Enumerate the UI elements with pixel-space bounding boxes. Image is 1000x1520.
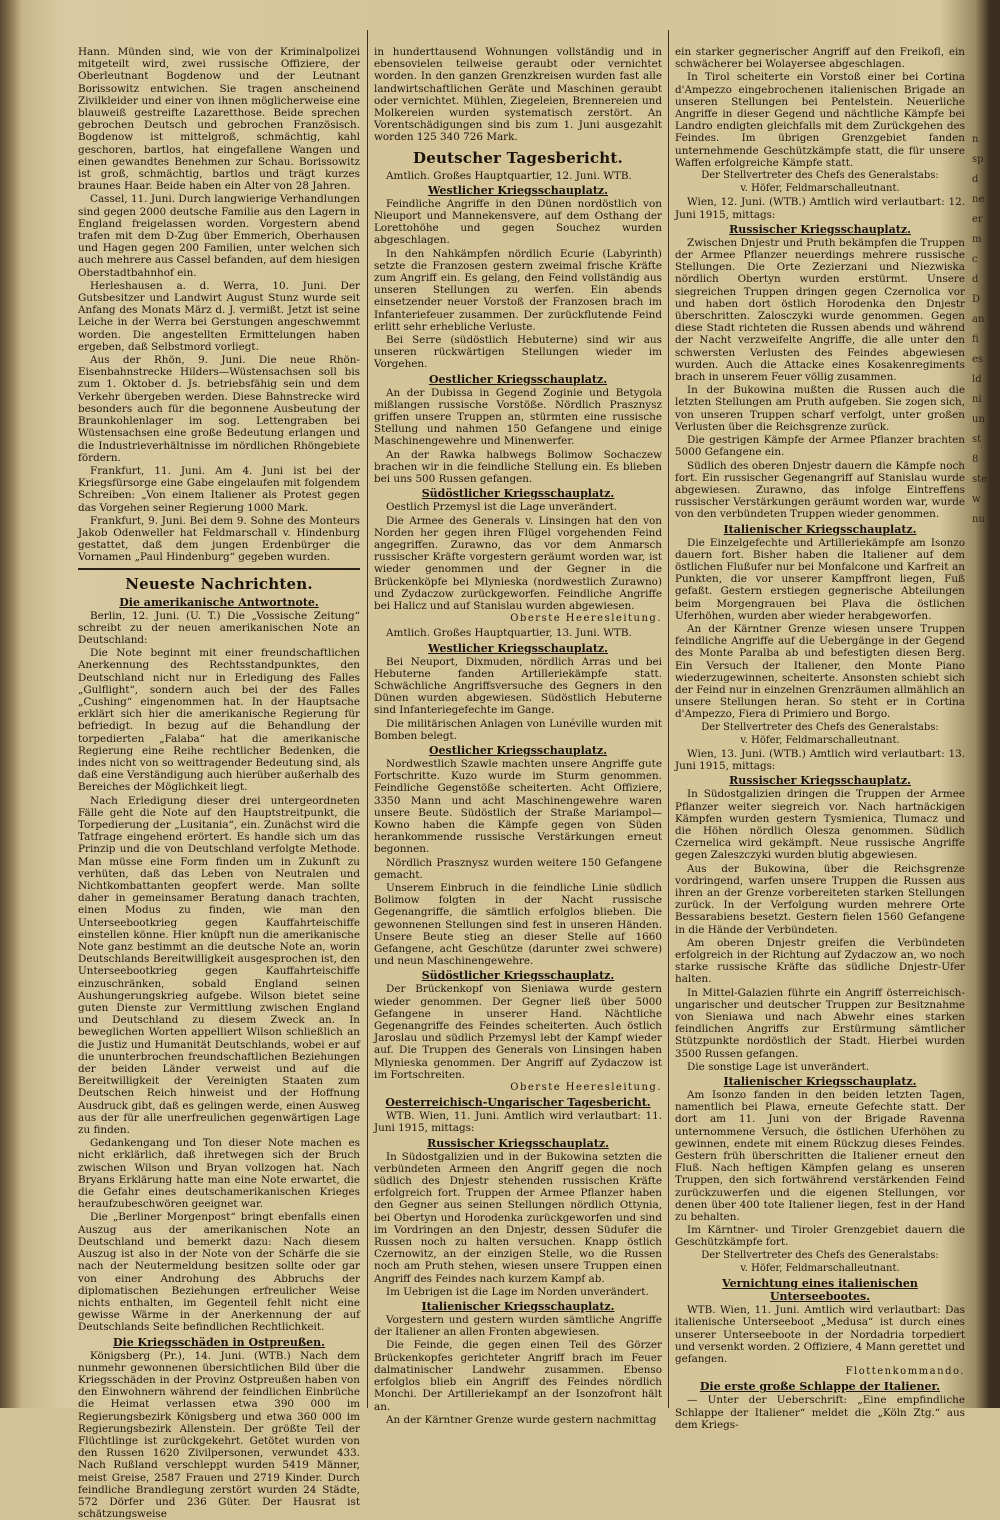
- signature: v. Höfer, Feldmarschalleutnant.: [740, 183, 900, 195]
- edge-fragment: c: [972, 254, 978, 265]
- dateline: Amtlich. Großes Hauptquartier, 13. Juni. WTB.: [386, 627, 632, 640]
- dateline: WTB. Wien, 11. Juni. Amtlich wird verlautbart: 11. Juni 1915, mittags:: [374, 1110, 662, 1135]
- signature: Oberste Heeresleitung.: [510, 1082, 662, 1094]
- section-heading: Oesterreichisch-Ungarischer Tagesbericht.: [385, 1096, 651, 1110]
- article-paragraph: An der Dubissa in Gegend Zoginie und Betygola mißlangen russische Vorstöße. Nördlich Prasznysz griffen unsere Truppen an, stürmten eine russische Stellung und nahmen 150 Gefangene und einige Maschinengewehre und Minenwerfer.: [374, 386, 662, 448]
- article-paragraph: Die gestrigen Kämpfe der Armee Pflanzer brachten 5000 Gefangene ein.: [675, 434, 965, 459]
- article-paragraph: Die Feinde, die gegen einen Teil des Görzer Brückenkopfes gerichteter Angriff brach im Feuer dalmatinischer Landwehr zusammen. Ebenso erfolglos blieb ein Angriff des Feindes nördlich Monchi. Der Artilleriekampf an der Isonzofront hält an.: [374, 1339, 662, 1413]
- article-paragraph: In Südostgalizien dringen die Truppen der Armee Pflanzer weiter siegreich vor. Nach hartnäckigen Kämpfen wurden gestern Tysmienica, Tlumacz und die Höhen nördlich Olesza genommen. Südlich Czernelica wird gekämpft. Neue russische Angriffe gegen Zaleszczyki wurden blutig abgewiesen.: [675, 788, 965, 862]
- column-rule: [668, 30, 669, 1408]
- edge-fragment: ne: [972, 194, 985, 205]
- section-heading: Neueste Nachrichten.: [125, 574, 313, 593]
- article-paragraph: Bei Serre (südöstlich Hebuterne) sind wir aus unseren rückwärtigen Stellungen wieder im Vorgehen.: [374, 334, 662, 371]
- column-right: [675, 46, 965, 1431]
- edge-fragment: nu: [972, 514, 985, 525]
- theater-heading: Westlicher Kriegsschauplatz.: [428, 183, 608, 197]
- article-heading: Die amerikanische Antwortnote.: [119, 595, 319, 609]
- dateline: Wien, 13. Juni. (WTB.) Amtlich wird verlautbart: 13. Juni 1915, mittags:: [675, 747, 965, 773]
- article-paragraph: In der Bukowina mußten die Russen auch die letzten Stellungen am Pruth aufgeben. Sie zogen sich, von unseren Truppen scharf verfolgt, unter großen Verlusten über die Reichsgrenze zurück.: [675, 384, 965, 433]
- theater-heading: Oestlicher Kriegsschauplatz.: [428, 743, 608, 757]
- article-paragraph: Die sonstige Lage ist unverändert.: [687, 1060, 870, 1073]
- article-paragraph: WTB. Wien, 11. Juni. Amtlich wird verlautbart: Das italienische Unterseeboot „Medusa“ ist durch eines unserer Unterseeboote in der Nordadria torpediert und versenkt worden. 2 Offiziere, 4 Mann gerettet und gefangen.: [675, 1304, 965, 1365]
- signature: Oberste Heeresleitung.: [510, 613, 662, 625]
- article-paragraph: Der Brückenkopf von Sieniawa wurde gestern wieder genommen. Der Gegner ließ über 5000 Gefangene in unserer Hand. Nächtliche Gegenangriffe des Feindes scheiterten. Auch östlich Jaroslau und südlich Przemysl lebt der Kampf wieder auf. Die Truppen des Generals von Linsingen haben Mlynieska genommen. Der Angriff auf Zydaczow ist im Fortschreiten.: [374, 983, 662, 1081]
- article-paragraph: Die militärischen Anlagen von Lunéville wurden mit Bomben belegt.: [374, 717, 662, 742]
- article-paragraph: Nach Erledigung dieser drei untergeordneten Fälle geht die Note auf den Hauptstreitpunkt, die Torpedierung der „Lusitania“, ein. Zunächst wird die Tatfrage eingehend erörtert. Es handle sich um das Prinzip und die von Deutschland verfolgte Methode. Man müsse eine Form finden um in Zukunft zu verhüten, daß das Leben von Neutralen und Nichtkombattanten geopfert werde. Man sollte daher in gemeinsamer Beratung danach trachten, einen Modus zu finden, wie man den Unterseebootkrieg gegen Kauffahrteischiffe einstellen könne. Hier knüpft nun die amerikanische Note ganz bestimmt an die deutsche Note an, worin Deutschlands Bereitwilligkeit ausgesprochen ist, den Unterseebootkrieg gegen Kauffahrteischiffe einzuschränken, sobald England seinen Aushungerungskrieg aufgebe. Wilson bietet seine guten Dienste zur Vermittlung zwischen England und Deutschland zu diesem Zweck an. In beweglichen Worten appelliert Wilson schließlich an die Justiz und Humanität Deutschlands, wobei er auf die ununterbrochen freundschaftlichen Beziehungen der beiden Länder verweist und auf die Bereitwilligkeit der Vereinigten Staaten zum Deutschen Reich hinweist und der Hoffnung Ausdruck gibt, daß es gelingen werde, einen Ausweg aus der für alle unerfreulichen gegenwärtigen Lage zu finden.: [78, 794, 360, 1137]
- theater-heading: Russischer Kriegsschauplatz.: [729, 222, 911, 236]
- edge-fragment: st: [972, 434, 982, 445]
- article-paragraph: In Mittel-Galazien führte ein Angriff österreichisch-ungarischer und deutscher Truppen zur Besitznahme von Sieniawa und nach Abwehr eines starken feindlichen Angriffs zur Erstürmung sämtlicher Stützpunkte nordöstlich der Stadt. Hierbei wurden 3500 Russen gefangen.: [675, 986, 965, 1060]
- theater-heading: Italienischer Kriegsschauplatz.: [723, 1075, 917, 1089]
- article-paragraph: Cassel, 11. Juni. Durch langwierige Verhandlungen sind gegen 2000 deutsche Familie aus den Lagern in England freigelassen worden. Vorgestern abend trafen mit dem D-Zug über Emmerich, Oberhausen und Hagen gegen 200 Familien, unter welchen sich auch mehrere aus Cassel befanden, auf dem hiesigen Oberstadtbahnhof ein.: [78, 193, 360, 279]
- article-paragraph: Die „Berliner Morgenpost“ bringt ebenfalls einen Auszug aus der amerikanischen Note an Deutschland und bemerkt dazu: Nach diesem Auszug ist also in der Note von der Schärfe die sie nach der Neutermeldung besitzen sollte oder gar von einer Androhung des Abbruchs der diplomatischen Beziehungen erfreulicher Weise nichts enthalten, im Gegenteil fehlt nicht eine gewisse Wärme in der Anerkennung der auf Deutschlands Seite befindlichen Rechtlichkeit.: [78, 1211, 360, 1334]
- edge-fragment: ld: [972, 374, 982, 385]
- adjacent-page-fragments: [972, 130, 1000, 530]
- article-paragraph: Vorgestern und gestern wurden sämtliche Angriffe der Italiener an allen Fronten abgewiesen.: [374, 1314, 662, 1339]
- article-paragraph: Nordwestlich Szawle machten unsere Angriffe gute Fortschritte. Kuzo wurde im Sturm genommen. Feindliche Gegenstöße scheiterten. Acht Offiziere, 3350 Mann und acht Maschinengewehre waren unsere Beute. Südöstlich der Straße Mariampol—Kowno haben die Kämpfe gegen von Süden herankommende russische Verstärkungen erneut begonnen.: [374, 757, 662, 856]
- signature: Der Stellvertreter des Chefs des Generalstabs:: [701, 170, 939, 182]
- edge-fragment: sp: [972, 154, 984, 165]
- edge-fragment: un: [972, 414, 985, 425]
- theater-heading: Südöstlicher Kriegsschauplatz.: [421, 969, 615, 983]
- article-paragraph: Im Kärntner- und Tiroler Grenzgebiet dauern die Geschützkämpfe fort.: [675, 1224, 965, 1249]
- article-paragraph: Nördlich Prasznysz wurden weitere 150 Gefangene gemacht.: [374, 856, 662, 881]
- edge-fragment: an: [972, 314, 985, 325]
- edge-fragment: d: [972, 174, 979, 185]
- article-heading: Die Kriegsschäden in Ostpreußen.: [112, 1335, 326, 1349]
- article-paragraph: Aus der Rhön, 9. Juni. Die neue Rhön-Eisenbahnstrecke Hilders—Wüstensachsen soll bis zum 1. Oktober d. Js. betriebsfähig sein und dem Verkehr übergeben werden. Diese Bahnstrecke wird besonders auch für die begonnene Ausbeutung der Braunkohlenlager im sog. Lettengraben bei Wüstensachsen eine große Bedeutung erlangen und die Industrieverhältnisse im nördlichen Rhöngebiete fördern.: [78, 354, 360, 464]
- article-paragraph: Hann. Münden sind, wie von der Kriminalpolizei mitgeteilt wird, zwei russische Offiziere, der Oberleutnant Bogdenow und der Leutnant Borissowitz entwichen. Sie tragen anscheinend Zivilkleider und einer von ihnen möglicherweise eine blauweiß gestreifte Lazaretthose. Beide sprechen gebrochen Deutsch und gebrochen Französisch. Bogdenow ist mittelgroß, schmächtig, kahl geschoren, bartlos, hat eingefallene Wangen und einen gewandtes Benehmen zur Schau. Borissowitz ist groß, schmächtig, bartlos und trägt kurzes braunes Haar. Beide haben ein Alter von 28 Jahren.: [78, 46, 360, 193]
- column-left: [78, 46, 360, 1520]
- article-paragraph: Bei Neuport, Dixmuden, nördlich Arras und bei Hebuterne fanden Artilleriekämpfe statt. Schwächliche Angriffsversuche des Gegners in den Dünen wurden abgewiesen. Südöstlich Hebuterne sind Infanteriegefechte im Gange.: [374, 655, 662, 717]
- edge-fragment: ste: [972, 474, 988, 485]
- theater-heading: Westlicher Kriegsschauplatz.: [428, 641, 608, 655]
- article-paragraph: Zwischen Dnjestr und Pruth bekämpfen die Truppen der Armee Pflanzer neuerdings mehrere russische Stellungen. Die Orte Zezierzani und Niezwiska nördlich Obertyn wurden erstürmt. Unsere siegreichen Truppen dringen gegen Czernolica vor und haben dort östlich Horodenka den Dnjestr überschritten. Zalosczyki wurde genommen. Gegen diese Stadt richteten die Russen abends und während der Nacht verzweifelte Angriffe, die alle unter den schwersten Verlusten des Feindes abgewiesen wurden. Auch die Attacke eines Kosakenregiments brach in unserem Feuer völlig zusammen.: [675, 236, 965, 384]
- article-paragraph: Südlich des oberen Dnjestr dauern die Kämpfe noch fort. Ein russischer Gegenangriff auf Stanislau wurde abgewiesen. Zurawno, das infolge Eintreffens russischer Verstärkungen geräumt worden war, wurde von den verbündeten Truppen wieder genommen.: [675, 459, 965, 521]
- signature: v. Höfer, Feldmarschalleutnant.: [740, 1262, 900, 1274]
- edge-fragment: d: [972, 274, 979, 285]
- theater-heading: Russischer Kriegsschauplatz.: [729, 774, 911, 788]
- article-paragraph: Die Einzelgefechte und Artilleriekämpfe am Isonzo dauern fort. Bisher haben die Italiener auf dem östlichen Flußufer nur bei Monfalcone und Karfreit an Punkten, die vor unserer Kampffront liegen, Fuß gefaßt. Gestern erstiegen gegnerische Abteilungen beim Morgengrauen bei Plava die östlichen Uferhöhen, wurden aber wieder herabgeworfen.: [675, 536, 965, 622]
- theater-heading: Russischer Kriegsschauplatz.: [427, 1136, 609, 1150]
- edge-fragment: 8: [972, 454, 979, 465]
- article-paragraph: Aus der Bukowina, über die Reichsgrenze vordringend, warfen unsere Truppen die Russen aus ihren an der Grenze vorbereiteten starken Stellungen zurück. In der Verfolgung wurden mehrere Orte Bessarabiens besetzt. Gestern fielen 1560 Gefangene in die Hände der Verbündeten.: [675, 862, 965, 936]
- edge-fragment: er: [972, 214, 983, 225]
- column-middle: [374, 46, 662, 1426]
- article-paragraph: Herleshausen a. d. Werra, 10. Juni. Der Gutsbesitzer und Landwirt August Stunz wurde seit Anfang des Monats März d. J. vermißt. Jetzt ist seine Leiche in der Werra bei Gerstungen angeschwemmt worden. Die angestellten Ermittelungen haben ergeben, daß Selbstmord vorliegt.: [78, 279, 360, 353]
- article-paragraph: Frankfurt, 9. Juni. Bei dem 9. Sohne des Monteurs Jakob Odenweller hat Feldmarschall v. Hindenburg gestattet, daß dem jungen Erdenbürger die Vornamen „Paul Hindenburg“ gegeben wurden.: [78, 514, 360, 564]
- dateline: Amtlich. Großes Hauptquartier, 12. Juni. WTB.: [386, 169, 632, 182]
- signature: Flottenkommando.: [845, 1366, 965, 1378]
- article-heading: Vernichtung eines italienischen Unterseebootes.: [722, 1277, 918, 1304]
- article-paragraph: In Tirol scheiterte ein Vorstoß einer bei Cortina d'Ampezzo eingebrochenen italienischen Brigade an unseren Stellungen bei Pentelstein. Neuerliche Angriffe in dieser Gegend und nächtliche Kämpfe bei Landro endigten gleichfalls mit dem Zurückgehen des Feindes. Im übrigen Grenzgebiet fanden unternehmende Geschützkämpfe statt, die für unsere Waffen erfolgreiche Kämpfe statt.: [675, 71, 965, 169]
- theater-heading: Italienischer Kriegsschauplatz.: [723, 522, 917, 536]
- article-heading: Die erste große Schlappe der Italiener.: [699, 1380, 941, 1394]
- theater-heading: Oestlicher Kriegsschauplatz.: [428, 372, 608, 386]
- article-paragraph: — Unter der Ueberschrift: „Eine empfindliche Schlappe der Italiener“ meldet die „Köln Ztg.“ aus dem Kriegs-: [675, 1394, 965, 1431]
- article-paragraph: Frankfurt, 11. Juni. Am 4. Juni ist bei der Kriegsfürsorge eine Gabe eingelaufen mit folgendem Schreiben: „Von einem Italiener als Protest gegen das Vorgehen seiner Regierung 1000 Mark.: [78, 464, 360, 514]
- signature: Der Stellvertreter des Chefs des Generalstabs:: [701, 1249, 939, 1261]
- edge-fragment: n: [972, 134, 979, 145]
- edge-fragment: fi: [972, 334, 979, 345]
- article-paragraph: In Südostgalizien und in der Bukowina setzten die verbündeten Armeen den Angriff gegen die noch südlich des Dnjestr stehenden russischen Kräfte erfolgreich fort. Truppen der Armee Pflanzer haben den Gegner aus seinen Stellungen nördlich Ottynia, bei Obertyn und Horodenka zurückgeworfen und sind im Vordringen an den Dnjestr, dessen Südufer die Russen noch zu halten versuchen. Knapp östlich Czernowitz, an der einzigen Stelle, wo die Russen noch am Pruth stehen, wiesen unsere Truppen einen Angriff des Feindes nach kurzem Kampf ab.: [374, 1150, 662, 1285]
- edge-fragment: D: [972, 294, 981, 305]
- article-paragraph: Königsberg (Pr.), 14. Juni. (WTB.) Nach dem nunmehr gewonnenen übersichtlichen Bild über die Kriegsschäden in der Provinz Ostpreußen haben von den Einwohnern während der feindlichen Einbrüche die Heimat verlassen etwa 390 000 im Regierungsbezirk Königsberg und etwa 360 000 im Regierungsbezirk Allenstein. Der größte Teil der Flüchtlinge ist zurückgekehrt. Getötet wurden von den Russen 1620 Zivilpersonen, verwundet 433. Nach Rußland verschleppt wurden 5419 Männer, meist Greise, 2587 Frauen und 2719 Kinder. Durch feindliche Brandlegung zerstört wurden 24 Städte, 572 Dörfer und 236 Güter. Der Hausrat ist schätzungsweise: [78, 1349, 360, 1520]
- article-paragraph: Oestlich Przemysl ist die Lage unverändert.: [386, 501, 618, 514]
- signature: Der Stellvertreter des Chefs des Generalstabs:: [701, 721, 939, 733]
- article-paragraph: Im Uebrigen ist die Lage im Norden unverändert.: [386, 1285, 649, 1298]
- edge-fragment: ni: [972, 394, 982, 405]
- theater-heading: Italienischer Kriegsschauplatz.: [421, 1300, 615, 1314]
- article-paragraph: Am Isonzo fanden in den beiden letzten Tagen, namentlich bei Plawa, erneute Gefechte statt. Der dort am 11. Juni von der Brigade Ravenna unternommene Versuch, die östlichen Uferhöhen zu gewinnen, endete mit einem Rückzug dieses Feindes. Gestern früh überschritten die Italiener erneut den Fluß. Nach heftigen Kämpfen gelang es unseren Truppen, den sich fortwährend verstärkenden Feind zurückzuwerfen und die eigenen Stellungen, vor denen über 400 tote Italiener liegen, fest in der Hand zu behalten.: [675, 1089, 965, 1224]
- edge-fragment: m: [972, 234, 982, 245]
- section-heading: Deutscher Tagesbericht.: [413, 148, 623, 167]
- article-paragraph: in hunderttausend Wohnungen vollständig und in ebensovielen teilweise geraubt oder vernichtet worden. In den ganzen Grenzkreisen wurden fast alle landwirtschaftlichen Geräte und Maschinen geraubt oder vernichtet. Mühlen, Ziegeleien, Brennereien und Molkereien wurden systematisch zerstört. An Vorentschädigungen sind bis zum 1. Juni ausgezahlt worden 125 340 726 Mark.: [374, 46, 662, 144]
- article-paragraph: Gedankengang und Ton dieser Note machen es nicht erklärlich, daß ihretwegen sich der Bruch zwischen Wilson und Bryan vollzogen hat. Nach Bryans Erklärung hatte man eine Note erwartet, die die Gefahr eines deutschamerikanischen Krieges heraufzubeschwören geeignet war.: [78, 1137, 360, 1211]
- article-paragraph: ein starker gegnerischer Angriff auf den Freikofl, ein schwächerer bei Wolayersee abgeschlagen.: [675, 46, 965, 71]
- article-paragraph: An der Rawka halbwegs Bolimow Sochaczew brachen wir in die feindliche Stellung ein. Es blieben bei uns 500 Russen gefangen.: [374, 448, 662, 486]
- article-paragraph: Unserem Einbruch in die feindliche Linie südlich Bolimow folgten in der Nacht russische Gegenangriffe, die sämtlich erfolglos blieben. Die gewonnenen Stellungen sind fest in unseren Händen. Unsere Beute stieg an dieser Stelle auf 1660 Gefangene, acht Geschütze (darunter zwei schwere) und neun Maschinengewehre.: [374, 881, 662, 968]
- dateline: Wien, 12. Juni. (WTB.) Amtlich wird verlautbart: 12. Juni 1915, mittags:: [675, 196, 965, 221]
- edge-fragment: es: [972, 354, 984, 365]
- signature: v. Höfer, Feldmarschalleutnant.: [740, 734, 900, 746]
- article-paragraph: Am oberen Dnjestr greifen die Verbündeten erfolgreich in der Richtung auf Zydaczow an, wo noch starke russische Kräfte das südliche Dnjestr-Ufer halten.: [675, 936, 965, 986]
- theater-heading: Südöstlicher Kriegsschauplatz.: [421, 487, 615, 501]
- article-paragraph: An der Kärntner Grenze wiesen unsere Truppen feindliche Angriffe auf die Uebergänge in der Gegend des Monte Paralba ab und befestigten diesen Berg. Ein Versuch der Italiener, den Monte Piano wiederzugewinnen, scheiterte. Ansonsten schiebt sich der Feind nur in einzelnen Grenzräumen allmählich an unsere Stellungen heran. So steht er in Cortina d'Ampezzo, Fiera di Primiero und Borgo.: [675, 622, 965, 721]
- section-divider: [78, 568, 360, 570]
- article-paragraph: Die Note beginnt mit einer freundschaftlichen Anerkennung des Rechtsstandpunktes, den Deutschland nicht nur in Erledigung des Falles „Gulflight“, sondern auch bei der des Falles „Cushing“ eingenommen hat. In der Hauptsache erklärt sich hier die amerikanische Regierung für befriedigt. In bezug auf die Behandlung der torpedierten „Falaba“ hat die amerikanische Regierung eine Reihe rechtlicher Bedenken, die indes nicht von so weittragender Bedeutung sind, als daß eine Verständigung auch hierüber außerhalb des Bereiches der Möglichkeit liegt.: [78, 647, 360, 794]
- article-paragraph: Feindliche Angriffe in den Dünen nordöstlich von Nieuport und Mannekensvere, auf dem Osthang der Lorettohöhe und gegen Souchez wurden abgeschlagen.: [374, 197, 662, 247]
- article-paragraph: In den Nahkämpfen nördlich Ecurie (Labyrinth) setzte die Franzosen gestern zweimal frische Kräfte zum Angriff ein. Es gelang, den Feind vollständig aus unseren Stellungen zu werfen. Ein abends einsetzender neuer Vorstoß der Franzosen brach im Infanteriefeuer zusammen. Der zurückflutende Feind erlitt sehr erhebliche Verluste.: [374, 247, 662, 333]
- column-rule: [367, 30, 368, 1408]
- article-paragraph: An der Kärntner Grenze wurde gestern nachmittag: [386, 1413, 657, 1426]
- article-paragraph: Die Armee des Generals v. Linsingen hat den von Norden her gegen ihren Flügel vorgehenden Feind angegriffen. Zurawno, das vor dem Anmarsch russischer Kräfte vorgestern geräumt worden war, ist wieder genommen und der Gegner in die Brückenköpfe bei Mlynieska (nordwestlich Zurawno) und Zydaczow zurückgeworfen. Feindliche Angriffe bei Halicz und auf Stanislau wurden abgewiesen.: [374, 514, 662, 612]
- edge-fragment: w: [972, 494, 981, 505]
- article-paragraph: Berlin, 12. Juni. (U. T.) Die „Vossische Zeitung“ schreibt zu der neuen amerikanischen Note an Deutschland:: [78, 609, 360, 646]
